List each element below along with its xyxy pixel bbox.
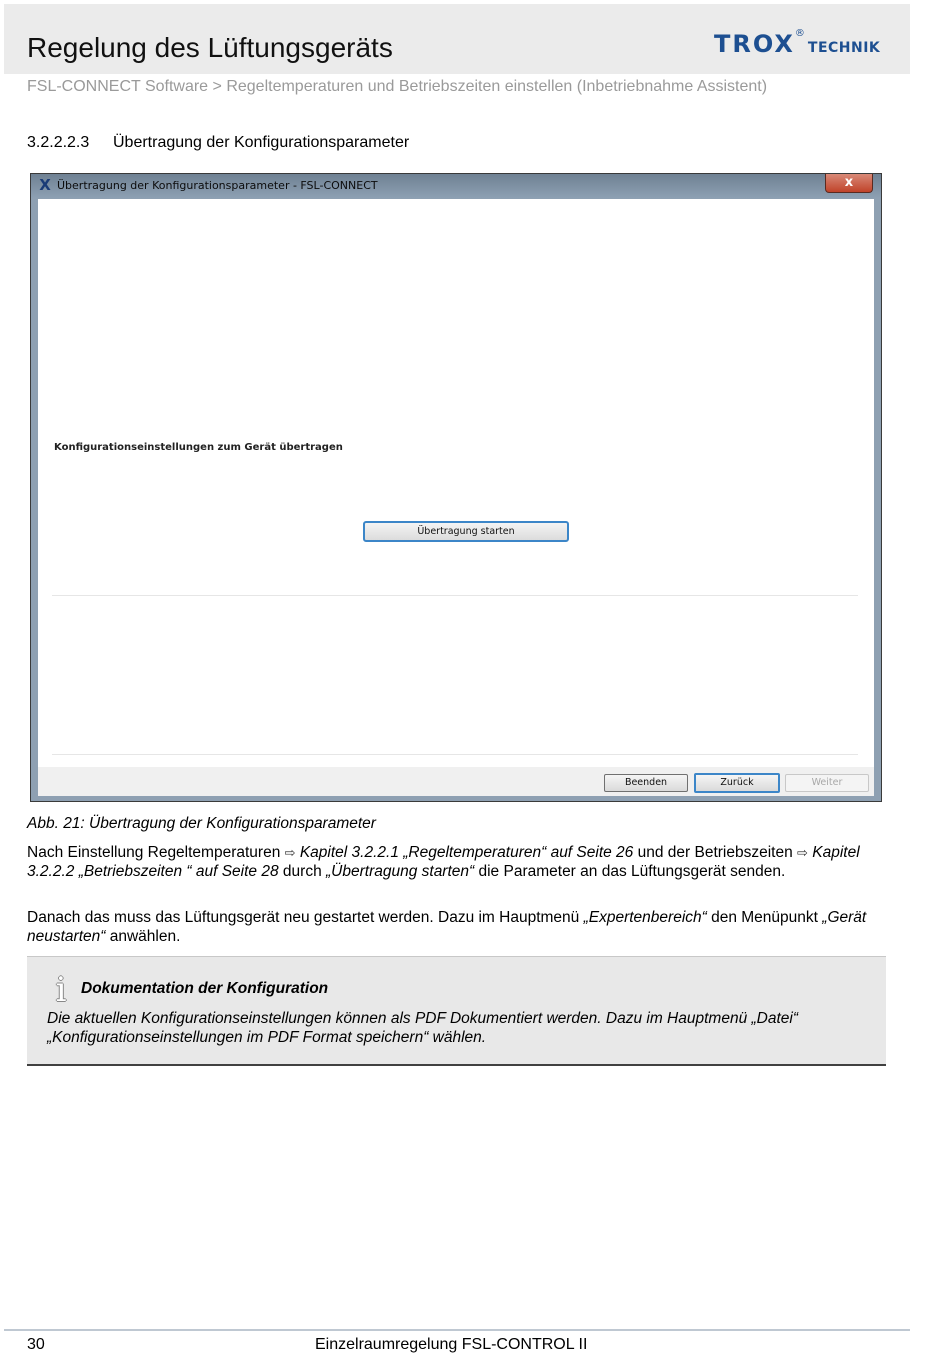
divider-top	[52, 595, 858, 596]
info-icon: i	[55, 970, 67, 1010]
window-titlebar[interactable]	[31, 174, 881, 198]
section-title: Übertragung der Konfigurationsparameter	[113, 134, 410, 151]
link-kapitel-3-2-2-2[interactable]: Kapitel 3.2.2.2 „Betriebszeiten “ auf Seite 28	[27, 844, 860, 880]
start-transfer-button[interactable]: Übertragung starten	[363, 521, 569, 542]
text: Danach das muss das Lüftungsgerät neu gestartet werden. Dazu im Hauptmenü	[27, 909, 584, 926]
emphasis: „Gerät neustarten“	[27, 909, 867, 945]
zurueck-button[interactable]: Zurück	[694, 773, 780, 793]
close-icon[interactable]: x	[825, 174, 873, 193]
text: die Parameter an das Lüftungsgerät senden.	[474, 863, 786, 880]
text: und der Betriebszeiten	[633, 844, 798, 861]
text: den Menüpunkt	[706, 909, 823, 926]
wizard-button-bar	[38, 767, 874, 796]
text: Nach Einstellung Regeltemperaturen	[27, 844, 285, 861]
text: anwählen.	[105, 928, 181, 945]
figure-caption: Abb. 21: Übertragung der Konfigurationsparameter	[27, 815, 376, 832]
emphasis: „Übertragung starten“	[326, 863, 475, 880]
reference-arrow-icon: ⇨	[797, 845, 808, 860]
section-heading	[27, 134, 409, 152]
paragraph-restart	[27, 908, 897, 946]
section-number: 3.2.2.2.3	[27, 134, 90, 151]
link-kapitel-3-2-2-1[interactable]: Kapitel 3.2.2.1 „Regeltemperaturen“ auf Seite 26	[299, 844, 634, 861]
reference-arrow-icon: ⇨	[284, 845, 296, 860]
logo-registered: ®	[794, 28, 805, 39]
divider-bottom	[52, 754, 858, 755]
emphasis: „Expertenbereich“	[583, 909, 707, 926]
document-title: Einzelraumregelung FSL-CONTROL II	[315, 1336, 588, 1353]
page-title: Regelung des Lüftungsgeräts	[27, 32, 393, 63]
logo-suffix: TECHNIK	[807, 40, 881, 56]
text: durch	[278, 863, 326, 880]
trox-logo	[714, 30, 880, 60]
transfer-label: Konfigurationseinstellungen zum Gerät übertragen	[54, 442, 343, 453]
paragraph-transfer	[27, 843, 897, 881]
page-number: 30	[27, 1336, 45, 1353]
weiter-button[interactable]: Weiter	[785, 774, 869, 792]
info-box	[27, 956, 886, 1066]
window-title: Übertragung der Konfigurationsparameter - FSL-CONNECT	[57, 179, 378, 192]
fsl-connect-app-icon: X	[39, 176, 51, 194]
logo-brand: TROX	[714, 30, 795, 58]
info-text: Die aktuellen Konfigurationseinstellungen können als PDF Dokumentiert werden. Dazu im Hauptmenü „Datei“ „Konfigurationseinstellungen im PDF Format speichern“ wählen.	[47, 1010, 799, 1046]
breadcrumb: FSL-CONNECT Software > Regeltemperaturen und Betriebszeiten einstellen (Inbetriebnahme Assistent)	[27, 78, 768, 95]
footer-line	[4, 1329, 910, 1331]
screenshot-window	[30, 173, 882, 802]
beenden-button[interactable]: Beenden	[604, 774, 688, 792]
window-client-area	[38, 199, 874, 796]
info-title: Dokumentation der Konfiguration	[81, 980, 329, 997]
